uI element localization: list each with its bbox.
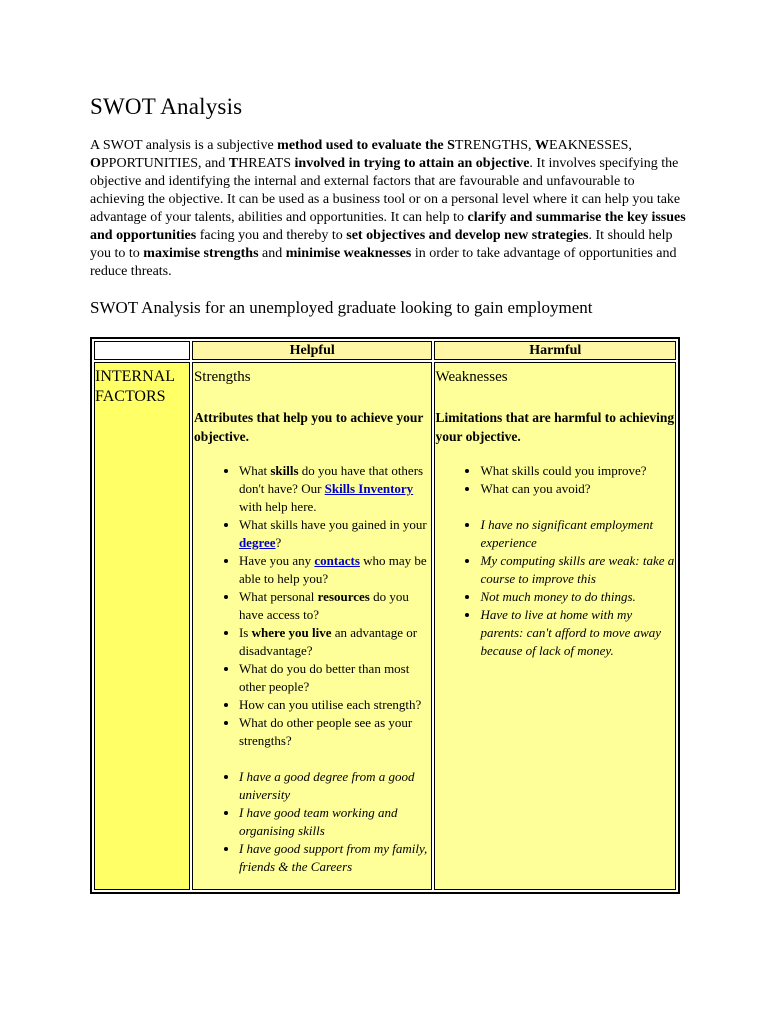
header-harmful: Harmful — [434, 341, 676, 360]
list-bold: where you live — [251, 625, 332, 640]
header-blank-cell — [94, 341, 190, 360]
section-subtitle: SWOT Analysis for an unemployed graduate looking to gain employment — [90, 298, 593, 317]
swot-table — [90, 337, 680, 894]
list-item: • What do other people see as your strengths? — [239, 714, 432, 750]
list-item: • Not much money to do things. — [480, 588, 675, 606]
list-text: What skills have you gained in your — [238, 517, 427, 532]
intro-bold: clarify and summarise the key issues and opportunities — [90, 210, 686, 243]
intro-bold: maximise strengths — [143, 246, 259, 261]
intro-paragraph — [90, 137, 690, 281]
intro-text: facing you and thereby to — [196, 228, 347, 243]
strengths-questions-list — [194, 462, 432, 750]
skills-inventory-link[interactable]: Skills Inventory — [324, 481, 414, 496]
weaknesses-subtitle: Limitations that are harmful to achieving your objective. — [435, 410, 675, 444]
intro-text: EAKNESSES, — [549, 138, 632, 153]
table-header-row — [94, 341, 676, 360]
list-item — [239, 552, 432, 588]
intro-text: in order to take advantage of opportunities and reduce threats. — [90, 246, 677, 279]
row-label-internal-factors: INTERNAL FACTORS — [94, 362, 190, 890]
intro-text: . It involves specifying the objective and identifying the internal and external factors that are favourable and unfavourable to achieving the objective. It can be used as a business tool or on a personal level where it can help you take advantage of your talents, abilities and opportunities. It can help to — [90, 156, 681, 225]
list-text: ? — [275, 535, 282, 550]
list-item — [239, 516, 432, 552]
intro-text: TRENGTHS, — [454, 138, 536, 153]
list-bold: resources — [317, 589, 370, 604]
intro-bold: O — [90, 156, 101, 171]
list-item: • What skills could you improve? — [480, 462, 675, 480]
list-text: who may be able to help you? — [238, 553, 427, 586]
intro-text: HREATS — [238, 156, 295, 171]
list-item: • My computing skills are weak: take a course to improve this — [480, 552, 675, 588]
list-item: • I have no significant employment experience — [480, 516, 675, 552]
strengths-cell — [192, 362, 433, 890]
list-item: • What can you avoid? — [480, 480, 675, 498]
list-item — [239, 624, 432, 660]
degree-link[interactable]: degree — [238, 535, 276, 550]
intro-text: A SWOT analysis is a subjective — [90, 138, 278, 153]
list-item — [239, 462, 432, 516]
intro-text: PPORTUNITIES, and — [100, 156, 229, 171]
strengths-examples-list — [194, 768, 432, 876]
intro-bold: set objectives and develop new strategies — [346, 228, 589, 243]
intro-text: . It should help you to to — [90, 228, 673, 261]
list-item: • I have good support from my family, friends & the Careers — [239, 840, 432, 876]
list-text: with help here. — [238, 499, 317, 514]
list-item: • How can you utilise each strength? — [239, 696, 432, 714]
list-item — [239, 588, 432, 624]
list-item: • What do you do better than most other people? — [239, 660, 432, 696]
list-item: • I have good team working and organising skills — [239, 804, 432, 840]
list-item: • I have a good degree from a good university — [239, 768, 432, 804]
strengths-title: Strengths — [193, 369, 251, 385]
intro-bold: minimise weaknesses — [285, 246, 412, 261]
list-text: do you have that others don't have? Our — [238, 463, 424, 496]
intro-bold: W — [535, 138, 550, 153]
list-text: an advantage or disadvantage? — [238, 625, 418, 658]
list-text: What personal — [238, 589, 318, 604]
list-text: Have you any — [238, 553, 315, 568]
header-helpful: Helpful — [192, 341, 433, 360]
list-text: Is — [238, 625, 252, 640]
weaknesses-title: Weaknesses — [435, 369, 508, 385]
page-title: SWOT Analysis — [90, 94, 243, 119]
weaknesses-examples-list — [435, 516, 675, 660]
strengths-subtitle: Attributes that help you to achieve your objective. — [193, 410, 424, 444]
intro-text: and — [258, 246, 286, 261]
weaknesses-questions-list — [435, 462, 675, 498]
intro-bold: method used to evaluate the S — [277, 138, 455, 153]
list-bold: skills — [270, 463, 299, 478]
contacts-link[interactable]: contacts — [314, 553, 360, 568]
list-text: do you have access to? — [238, 589, 409, 622]
weaknesses-cell — [434, 362, 676, 890]
intro-bold: involved in trying to attain an objective — [294, 156, 530, 171]
internal-factors-row — [94, 362, 676, 890]
list-item: • Have to live at home with my parents: can't afford to move away because of lack of money. — [480, 606, 675, 660]
list-text: What — [238, 463, 271, 478]
intro-bold: T — [228, 156, 239, 171]
